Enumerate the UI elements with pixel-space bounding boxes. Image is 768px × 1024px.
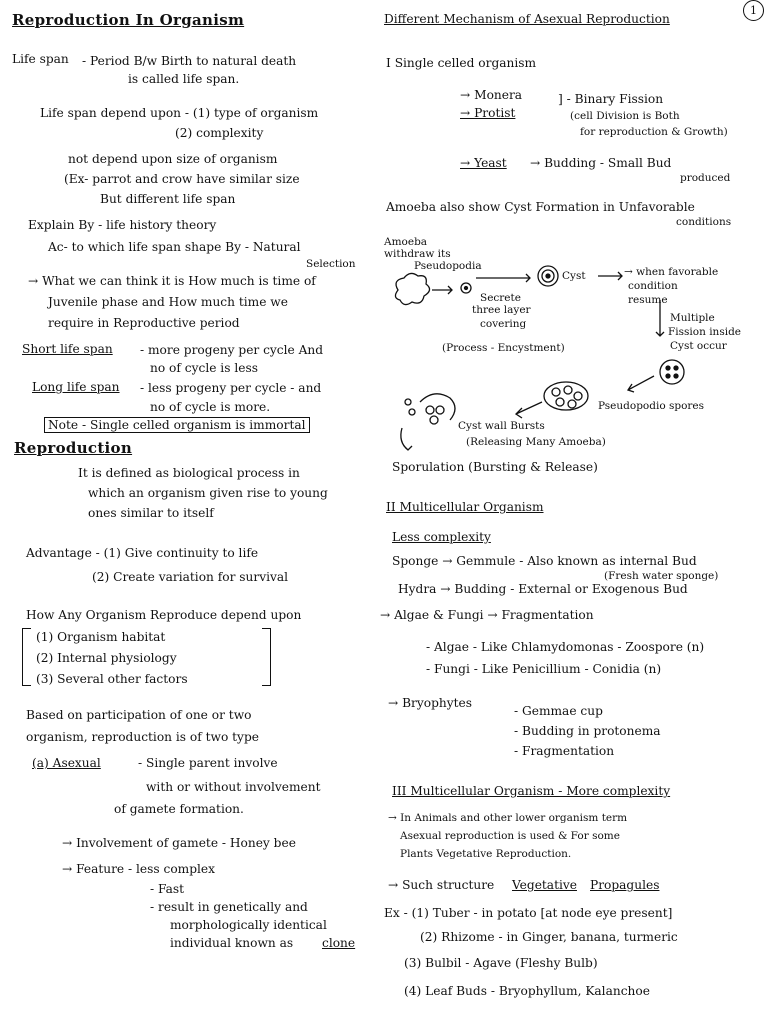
bryophytes-line: → Bryophytes bbox=[388, 696, 472, 710]
less-complexity-label: Less complexity bbox=[392, 530, 491, 544]
lifespan-depends-2: (2) complexity bbox=[175, 126, 264, 140]
multiple-fission-cyst bbox=[660, 360, 684, 384]
diagram-amoeba-label: Amoeba bbox=[384, 236, 428, 248]
short-life-span-text-2: no of cycle is less bbox=[150, 361, 258, 375]
bulbil-line: (3) Bulbil - Agave (Fleshy Bulb) bbox=[404, 956, 598, 970]
feature-result-2: morphologically identical bbox=[170, 918, 327, 932]
feature-line: → Feature - less complex bbox=[62, 862, 216, 876]
diagram-favourable-label: → when favorable bbox=[624, 266, 719, 278]
page-number: 1 bbox=[743, 0, 764, 21]
diagram-process-label: (Process - Encystment) bbox=[442, 342, 565, 354]
diagram-secrete-label-3: covering bbox=[480, 318, 527, 330]
diagram-cyst-label: Cyst bbox=[562, 270, 586, 282]
rhizome-line: (2) Rhizome - in Ginger, banana, turmeric bbox=[420, 930, 678, 944]
how-any-line: How Any Organism Reproduce depend upon bbox=[26, 608, 302, 622]
long-life-span-text: - less progeny per cycle - and bbox=[140, 381, 322, 395]
sponge-line: Sponge → Gemmule - Also known as internal Bud bbox=[392, 554, 697, 568]
feature-result-3: individual known as bbox=[170, 936, 294, 950]
complex-multicellular-heading: III Multicellular Organism - More complexity bbox=[392, 784, 671, 798]
factor-item: (3) Several other factors bbox=[36, 672, 188, 686]
diagram-favourable-label-2: condition bbox=[628, 280, 678, 292]
asexual-definition: - Single parent involve bbox=[138, 756, 278, 770]
diagram-amoeba-label-2: withdraw its bbox=[384, 248, 451, 260]
explain-line: Explain By - life history theory bbox=[28, 218, 217, 232]
diagram-multiple-label-3: Cyst occur bbox=[670, 340, 727, 352]
long-life-span-label: Long life span bbox=[32, 380, 120, 394]
single-celled-heading: I Single celled organism bbox=[386, 56, 537, 70]
yeast-item: → Yeast bbox=[460, 156, 507, 170]
diagram-secrete-label-2: three layer bbox=[472, 304, 531, 316]
lifespan-definition: - Period B/w Birth to natural death bbox=[82, 54, 297, 68]
reproduction-heading: Reproduction bbox=[14, 439, 133, 457]
involvement-line: → Involvement of gamete - Honey bee bbox=[62, 836, 296, 850]
right-heading: Different Mechanism of Asexual Reproduction bbox=[384, 12, 670, 26]
algae-line: - Algae - Like Chlamydomonas - Zoospore (n) bbox=[426, 640, 705, 654]
binary-fission-2: (cell Division is Both bbox=[570, 110, 680, 122]
vegetative-word: Vegetative bbox=[512, 878, 577, 892]
multicellular-heading: II Multicellular Organism bbox=[386, 500, 544, 514]
asexual-definition-3: of gamete formation. bbox=[114, 802, 244, 816]
algae-fungi-line: → Algae & Fungi → Fragmentation bbox=[380, 608, 594, 622]
based-line: Based on participation of one or two bbox=[26, 708, 252, 722]
leaf-buds-line: (4) Leaf Buds - Bryophyllum, Kalanchoe bbox=[404, 984, 650, 998]
explain-line-3: Selection bbox=[306, 258, 356, 270]
diagram-cyst-wall-label: Cyst wall Bursts bbox=[458, 420, 545, 432]
bryophytes-item: - Budding in protonema bbox=[514, 724, 661, 738]
what-line: → What we can think it is How much is time of bbox=[28, 274, 316, 288]
advantage-line-2: (2) Create variation for survival bbox=[92, 570, 289, 584]
bryophytes-item: - Gemmae cup bbox=[514, 704, 603, 718]
sponge-line-2: (Fresh water sponge) bbox=[604, 570, 719, 582]
clone-word: clone bbox=[322, 936, 356, 950]
feature-result: - result in genetically and bbox=[150, 900, 308, 914]
diagram-multiple-label: Multiple bbox=[670, 312, 715, 324]
short-life-span-label: Short life span bbox=[22, 342, 113, 356]
what-line-2: Juvenile phase and How much time we bbox=[48, 295, 288, 309]
lifespan-label: Life span bbox=[12, 52, 69, 66]
bryophytes-item: - Fragmentation bbox=[514, 744, 615, 758]
note-box: Note - Single celled organism is immortal bbox=[44, 417, 310, 433]
reproduction-definition: It is defined as biological process in bbox=[78, 466, 300, 480]
factor-item: (2) Internal physiology bbox=[36, 651, 177, 665]
short-life-span-text: - more progeny per cycle And bbox=[140, 343, 324, 357]
sporulation-line: Sporulation (Bursting & Release) bbox=[392, 460, 598, 474]
reproduction-definition-2: which an organism given rise to young bbox=[88, 486, 328, 500]
protist-item: → Protist bbox=[460, 106, 516, 120]
amoeba-shape bbox=[395, 273, 429, 304]
feature-fast: - Fast bbox=[150, 882, 185, 896]
amoeba-cyst-line-2: conditions bbox=[676, 216, 732, 228]
asexual-definition-2: with or without involvement bbox=[146, 780, 321, 794]
asexual-label: (a) Asexual bbox=[32, 756, 101, 770]
page-title: Reproduction In Organism bbox=[12, 11, 245, 29]
diagram-cyst-wall-label-2: (Releasing Many Amoeba) bbox=[466, 436, 606, 448]
example-line: (Ex- parrot and crow have similar size bbox=[64, 172, 300, 186]
amoeba-cyst-line: Amoeba also show Cyst Formation in Unfavorable bbox=[386, 200, 695, 214]
lifespan-definition-2: is called life span. bbox=[128, 72, 240, 86]
reproduction-definition-3: ones similar to itself bbox=[88, 506, 214, 520]
animals-line: → In Animals and other lower organism term bbox=[388, 812, 628, 824]
diagram-amoeba-label-3: Pseudopodia bbox=[414, 260, 482, 272]
advantage-line: Advantage - (1) Give continuity to life bbox=[26, 546, 259, 560]
tuber-line: Ex - (1) Tuber - in potato [at node eye present] bbox=[384, 906, 673, 920]
example-line-2: But different life span bbox=[100, 192, 236, 206]
binary-fission: ] - Binary Fission bbox=[558, 92, 664, 106]
lifespan-depends: Life span depend upon - (1) type of organism bbox=[40, 106, 319, 120]
budding-item: → Budding - Small Bud bbox=[530, 156, 672, 170]
factor-item: (1) Organism habitat bbox=[36, 630, 166, 644]
animals-line-3: Plants Vegetative Reproduction. bbox=[400, 848, 572, 860]
binary-fission-3: for reproduction & Growth) bbox=[580, 126, 728, 138]
budding-item-2: produced bbox=[680, 172, 731, 184]
diagram-spores-label: Pseudopodio spores bbox=[598, 400, 705, 412]
diagram-favourable-label-3: resume bbox=[628, 294, 668, 306]
diagram-secrete-label: Secrete bbox=[480, 292, 521, 304]
fungi-line: - Fungi - Like Penicillium - Conidia (n) bbox=[426, 662, 662, 676]
what-line-3: require in Reproductive period bbox=[48, 316, 240, 330]
diagram-multiple-label-2: Fission inside bbox=[668, 326, 742, 338]
hydra-line: Hydra → Budding - External or Exogenous Bud bbox=[398, 582, 688, 596]
not-depend: not depend upon size of organism bbox=[68, 152, 278, 166]
long-life-span-text-2: no of cycle is more. bbox=[150, 400, 271, 414]
propagules-word: Propagules bbox=[590, 878, 660, 892]
structure-line: → Such structure bbox=[388, 878, 495, 892]
animals-line-2: Asexual reproduction is used & For some bbox=[400, 830, 620, 842]
explain-line-2: Ac- to which life span shape By - Natural bbox=[48, 240, 301, 254]
based-line-2: organism, reproduction is of two type bbox=[26, 730, 259, 744]
monera-item: → Monera bbox=[460, 88, 523, 102]
